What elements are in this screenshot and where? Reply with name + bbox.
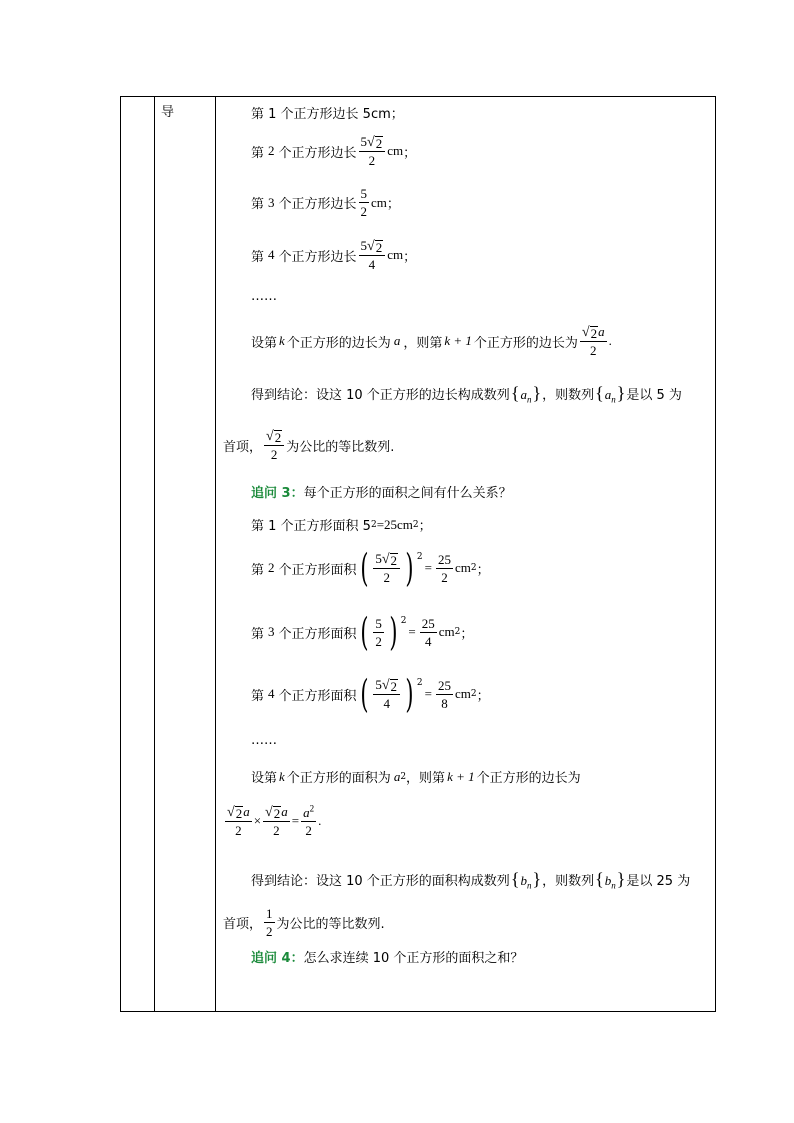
fraction: $\frac{5}{2}$	[375, 615, 382, 649]
sequence-a: $\{a_n\}$	[510, 383, 542, 405]
fraction: 5 √ 2 2	[373, 550, 400, 586]
line-area-3: 第 3 个正方形面积 ( $\frac{5}{2}$ ) 2 = $\frac{25}{4}$ cm 2 ；	[251, 610, 474, 654]
fraction: √ 2 a 2	[265, 804, 288, 838]
column-divider	[154, 97, 155, 1011]
content-cell	[216, 97, 715, 1011]
conclusion-side-cont: 首项， √ 2 2 为公比的等比数列.	[223, 429, 395, 462]
fraction: $\frac{25}{4}$	[421, 615, 435, 649]
line-area-general: 设第 k 个正方形的面积为 a 2 ，则第 k + 1 个正方形的边长为	[251, 768, 581, 786]
line-area-4: 第 4 个正方形面积 ( 5 √ 2 4 ) 2 = $\frac{25}{8}$ cm 2 ；	[251, 672, 490, 716]
fraction: $\frac{5}{2}$	[360, 186, 368, 219]
fraction: 5 √ 2 4	[359, 237, 386, 273]
line-area-2: 第 2 个正方形面积 ( 5 √ 2 2 ) 2 = $\frac{25}{2}$ cm 2 ；	[251, 546, 490, 590]
line-side-3: 第 3 个正方形边长 $\frac{5}{2}$ cm ；	[251, 186, 400, 219]
product-formula: √ 2 a 2 × √ 2 a 2 = $\frac{a^2}{2}$ .	[227, 803, 322, 838]
ellipsis: ……	[251, 289, 277, 304]
line-side-4: 第 4 个正方形边长 5 √ 2 4 cm ；	[251, 238, 417, 272]
follow-up-3: 追问 3： 每个正方形的面积之间有什么关系？	[251, 486, 512, 501]
fraction: $\frac{a^2}{2}$	[303, 803, 315, 838]
sequence-b: $\{b_n\}$	[510, 869, 542, 891]
section-label: 导	[161, 105, 175, 120]
text: 第 1 个正方形边长 5cm；	[251, 107, 404, 122]
fraction: √ 2 a 2	[581, 324, 605, 358]
fraction: 5 √ 2 4	[373, 676, 400, 712]
line-side-2: 第 2 个正方形边长 5 √ 2 2 cm ；	[251, 134, 417, 168]
fraction: √ 2 a 2	[227, 804, 250, 838]
ellipsis: ……	[251, 733, 277, 748]
fraction: $\frac{1}{2}$	[266, 906, 273, 939]
fraction: 5 √ 2 2	[359, 133, 386, 169]
fraction: $\frac{25}{8}$	[437, 677, 451, 711]
sequence-b: $\{b_n\}$	[595, 869, 626, 891]
conclusion-area-cont: 首项， $\frac{1}{2}$ 为公比的等比数列.	[223, 906, 385, 939]
line-area-1: 第 1 个正方形面积 5 2 =25cm 2 ；	[251, 516, 432, 534]
conclusion-side: 得到结论：设这 10 个正方形的边长构成数列 $\{a_n\}$ ，则数列 $\{a_n\}$ 是以 5 为	[251, 383, 682, 405]
conclusion-area: 得到结论：设这 10 个正方形的面积构成数列 $\{b_n\}$ ，则数列 $\{b_n\}$ 是以 25 为	[251, 869, 691, 891]
line-side-general: 设第 k 个正方形的边长为 a ，则第 k + 1 个正方形的边长为 √ 2 a 2 .	[251, 324, 612, 358]
follow-up-4: 追问 4： 怎么求连续 10 个正方形的面积之和？	[251, 951, 524, 966]
lesson-table	[120, 96, 716, 1012]
fraction: $\frac{25}{2}$	[437, 551, 451, 585]
fraction: √ 2 2	[264, 427, 284, 463]
line-side-1	[251, 103, 404, 122]
sequence-a: $\{a_n\}$	[595, 383, 626, 405]
